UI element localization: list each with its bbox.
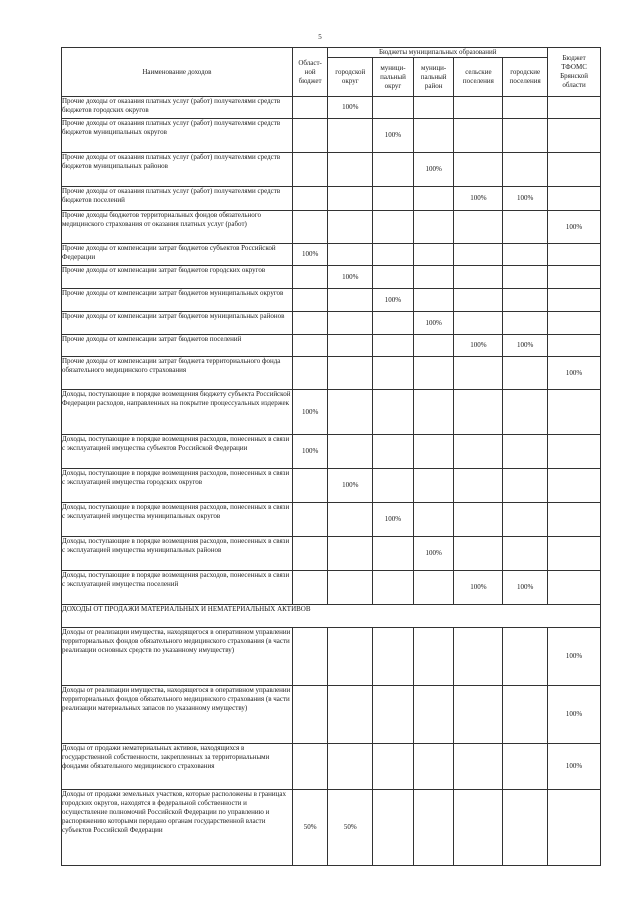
percent-cell: [292, 187, 328, 211]
percent-cell: [503, 97, 548, 119]
percent-cell: [413, 628, 454, 686]
header-revenue-name: Наименование доходов: [62, 48, 293, 97]
table-row: [62, 744, 601, 790]
percent-cell: [292, 571, 328, 605]
header-city-district: городской округ: [328, 58, 373, 97]
percent-cell: [373, 244, 414, 266]
percent-cell: [548, 469, 601, 503]
percent-cell: [454, 686, 503, 744]
revenue-name-cell: Прочие доходы от компенсации затрат бюджетов субъектов Российской Федерации: [62, 244, 293, 266]
percent-cell: 100%: [503, 571, 548, 605]
percent-cell: [503, 312, 548, 335]
percent-cell: [454, 628, 503, 686]
percent-cell: [454, 211, 503, 244]
percent-cell: 100%: [328, 266, 373, 289]
percent-cell: [413, 119, 454, 153]
percent-cell: [328, 686, 373, 744]
percent-cell: [503, 469, 548, 503]
percent-cell: [373, 469, 414, 503]
percent-cell: 100%: [292, 244, 328, 266]
percent-cell: [373, 357, 414, 390]
revenue-name-cell: Доходы, поступающие в порядке возмещения расходов, понесенных в связи с эксплуатацией имущества муниципальных округов: [62, 503, 293, 537]
percent-cell: [373, 390, 414, 435]
percent-cell: [292, 335, 328, 357]
percent-cell: [454, 469, 503, 503]
table-row: [62, 244, 601, 266]
percent-cell: [328, 357, 373, 390]
table-row: [62, 119, 601, 153]
table-row: [62, 628, 601, 686]
percent-cell: [292, 357, 328, 390]
percent-cell: [373, 97, 414, 119]
percent-cell: [292, 97, 328, 119]
revenue-name-cell: Прочие доходы от компенсации затрат бюджетов поселений: [62, 335, 293, 357]
table-row: [62, 790, 601, 866]
revenue-name-cell: Прочие доходы бюджетов территориальных фондов обязательного медицинского страхования от оказания платных услуг (работ): [62, 211, 293, 244]
revenue-name-cell: Прочие доходы от оказания платных услуг (работ) получателями средств бюджетов поселений: [62, 187, 293, 211]
header-urban-settlements: городские поселения: [503, 58, 548, 97]
percent-cell: [328, 187, 373, 211]
percent-cell: [373, 628, 414, 686]
percent-cell: [503, 790, 548, 866]
percent-cell: [454, 266, 503, 289]
percent-cell: [548, 289, 601, 312]
percent-cell: [413, 357, 454, 390]
revenue-name-cell: Доходы, поступающие в порядке возмещения расходов, понесенных в связи с эксплуатацией имущества субъектов Российской Федерации: [62, 435, 293, 469]
revenue-distribution-table: [61, 47, 601, 866]
percent-cell: 100%: [548, 744, 601, 790]
revenue-name-cell: Прочие доходы от компенсации затрат бюджетов муниципальных районов: [62, 312, 293, 335]
percent-cell: [413, 187, 454, 211]
percent-cell: 100%: [454, 335, 503, 357]
percent-cell: [373, 266, 414, 289]
percent-cell: [328, 744, 373, 790]
percent-cell: [413, 571, 454, 605]
table-row: [62, 153, 601, 187]
table-row: [62, 97, 601, 119]
percent-cell: [413, 469, 454, 503]
percent-cell: [454, 537, 503, 571]
revenue-name-cell: Прочие доходы от оказания платных услуг (работ) получателями средств бюджетов муниципальных округов: [62, 119, 293, 153]
percent-cell: [503, 357, 548, 390]
percent-cell: [503, 435, 548, 469]
percent-cell: [548, 435, 601, 469]
percent-cell: [413, 503, 454, 537]
percent-cell: 100%: [413, 312, 454, 335]
table-row: [62, 289, 601, 312]
percent-cell: [454, 312, 503, 335]
percent-cell: 100%: [373, 289, 414, 312]
percent-cell: [373, 153, 414, 187]
percent-cell: [328, 390, 373, 435]
percent-cell: 100%: [292, 435, 328, 469]
percent-cell: [328, 153, 373, 187]
revenue-name-cell: Прочие доходы от оказания платных услуг (работ) получателями средств бюджетов муниципальных районов: [62, 153, 293, 187]
percent-cell: [413, 790, 454, 866]
percent-cell: [328, 503, 373, 537]
percent-cell: 100%: [328, 97, 373, 119]
percent-cell: [328, 211, 373, 244]
percent-cell: [503, 744, 548, 790]
percent-cell: [328, 537, 373, 571]
revenue-name-cell: Прочие доходы от компенсации затрат бюджетов городских округов: [62, 266, 293, 289]
revenue-name-cell: Доходы, поступающие в порядке возмещения расходов, понесенных в связи с эксплуатацией имущества поселений: [62, 571, 293, 605]
revenue-name-cell: Доходы, поступающие в порядке возмещения бюджету субъекта Российской Федерации расходов, направленных на покрытие процессуальных издержек: [62, 390, 293, 435]
revenue-name-cell: Прочие доходы от оказания платных услуг (работ) получателями средств бюджетов городских округов: [62, 97, 293, 119]
percent-cell: [454, 153, 503, 187]
percent-cell: [292, 537, 328, 571]
header-regional-budget: Област- ной бюджет: [292, 48, 328, 97]
page-number: 5: [318, 33, 322, 41]
revenue-name-cell: Доходы, поступающие в порядке возмещения расходов, понесенных в связи с эксплуатацией имущества городских округов: [62, 469, 293, 503]
percent-cell: 100%: [413, 537, 454, 571]
header-municipal-region: муници- пальный район: [413, 58, 454, 97]
percent-cell: [413, 686, 454, 744]
percent-cell: [373, 537, 414, 571]
percent-cell: [454, 244, 503, 266]
percent-cell: [503, 289, 548, 312]
percent-cell: [328, 312, 373, 335]
percent-cell: [413, 97, 454, 119]
percent-cell: [503, 119, 548, 153]
percent-cell: 100%: [454, 187, 503, 211]
revenue-name-cell: Доходы от продажи нематериальных активов, находящихся в государственной собственности, закрепленных за территориальными фондами обязательного медицинского страхования: [62, 744, 293, 790]
percent-cell: [454, 289, 503, 312]
percent-cell: [548, 187, 601, 211]
percent-cell: [454, 97, 503, 119]
table-row: [62, 537, 601, 571]
percent-cell: [328, 335, 373, 357]
table-row: [62, 335, 601, 357]
percent-cell: [328, 435, 373, 469]
percent-cell: [503, 390, 548, 435]
table-row: [62, 435, 601, 469]
section-row: [62, 605, 601, 628]
percent-cell: [503, 153, 548, 187]
percent-cell: [454, 790, 503, 866]
percent-cell: [328, 119, 373, 153]
percent-cell: [373, 744, 414, 790]
percent-cell: [503, 537, 548, 571]
percent-cell: [548, 266, 601, 289]
percent-cell: [548, 503, 601, 537]
percent-cell: 100%: [503, 187, 548, 211]
percent-cell: [373, 312, 414, 335]
percent-cell: [292, 469, 328, 503]
header-rural-settlements: сельские поселения: [454, 58, 503, 97]
percent-cell: 100%: [548, 357, 601, 390]
table-row: [62, 312, 601, 335]
percent-cell: [292, 503, 328, 537]
percent-cell: [413, 390, 454, 435]
percent-cell: [328, 244, 373, 266]
percent-cell: [413, 435, 454, 469]
revenue-name-cell: Прочие доходы от компенсации затрат бюджета территориального фонда обязательного медицинского страхования: [62, 357, 293, 390]
percent-cell: [373, 790, 414, 866]
percent-cell: [454, 503, 503, 537]
percent-cell: [548, 390, 601, 435]
table-row: [62, 686, 601, 744]
percent-cell: [454, 119, 503, 153]
percent-cell: [503, 266, 548, 289]
percent-cell: 50%: [292, 790, 328, 866]
percent-cell: [548, 790, 601, 866]
percent-cell: [413, 266, 454, 289]
percent-cell: [292, 628, 328, 686]
percent-cell: [373, 211, 414, 244]
percent-cell: [454, 390, 503, 435]
percent-cell: [292, 266, 328, 289]
percent-cell: 100%: [373, 503, 414, 537]
percent-cell: [548, 571, 601, 605]
percent-cell: [373, 187, 414, 211]
percent-cell: [503, 628, 548, 686]
percent-cell: 100%: [548, 686, 601, 744]
percent-cell: 100%: [503, 335, 548, 357]
percent-cell: [292, 744, 328, 790]
table-row: [62, 187, 601, 211]
percent-cell: [413, 244, 454, 266]
revenue-name-cell: Доходы от реализации имущества, находящегося в оперативном управлении территориальных фондов обязательного медицинского страхования (в части реализации материальных запасов по указанному имуществу): [62, 686, 293, 744]
percent-cell: [548, 97, 601, 119]
percent-cell: [413, 211, 454, 244]
percent-cell: [548, 153, 601, 187]
percent-cell: [373, 686, 414, 744]
percent-cell: [548, 312, 601, 335]
percent-cell: 100%: [373, 119, 414, 153]
percent-cell: [548, 119, 601, 153]
percent-cell: [503, 686, 548, 744]
revenue-name-cell: Прочие доходы от компенсации затрат бюджетов муниципальных округов: [62, 289, 293, 312]
percent-cell: [413, 335, 454, 357]
percent-cell: [292, 312, 328, 335]
revenue-name-cell: Доходы, поступающие в порядке возмещения расходов, понесенных в связи с эксплуатацией имущества муниципальных районов: [62, 537, 293, 571]
table-row: [62, 390, 601, 435]
table-row: [62, 469, 601, 503]
header-municipal-budgets: Бюджеты муниципальных образований: [328, 48, 548, 58]
percent-cell: [373, 571, 414, 605]
percent-cell: [328, 289, 373, 312]
percent-cell: [292, 119, 328, 153]
table-row: [62, 357, 601, 390]
percent-cell: 100%: [292, 390, 328, 435]
percent-cell: [413, 289, 454, 312]
table-row: [62, 266, 601, 289]
table-row: [62, 211, 601, 244]
percent-cell: 100%: [454, 571, 503, 605]
revenue-name-cell: Доходы от продажи земельных участков, которые расположены в границах городских округов, находятся в федеральной собственности и осуществление полномочий Российской Федерации по управлению и распоряжению которыми передано органам государственной власти субъектов Российской Федерации: [62, 790, 293, 866]
percent-cell: [373, 435, 414, 469]
section-title: ДОХОДЫ ОТ ПРОДАЖИ МАТЕРИАЛЬНЫХ И НЕМАТЕРИАЛЬНЫХ АКТИВОВ: [62, 605, 601, 628]
percent-cell: 100%: [413, 153, 454, 187]
percent-cell: [292, 289, 328, 312]
table-row: [62, 503, 601, 537]
percent-cell: [548, 335, 601, 357]
percent-cell: [454, 357, 503, 390]
percent-cell: 100%: [548, 211, 601, 244]
percent-cell: 100%: [548, 628, 601, 686]
percent-cell: [503, 244, 548, 266]
percent-cell: [503, 211, 548, 244]
percent-cell: [413, 744, 454, 790]
percent-cell: 50%: [328, 790, 373, 866]
percent-cell: [454, 435, 503, 469]
percent-cell: [292, 211, 328, 244]
percent-cell: [292, 153, 328, 187]
revenue-name-cell: Доходы от реализации имущества, находящегося в оперативном управлении территориальных фондов обязательного медицинского страхования (в части реализации основных средств по указанному имуществу): [62, 628, 293, 686]
percent-cell: [328, 571, 373, 605]
table-row: [62, 571, 601, 605]
percent-cell: [503, 503, 548, 537]
header-municipal-district: муници- пальный округ: [373, 58, 414, 97]
percent-cell: [454, 744, 503, 790]
percent-cell: [292, 686, 328, 744]
percent-cell: [328, 628, 373, 686]
header-tfoms-budget: Бюджет ТФОМС Брянской области: [548, 48, 601, 97]
percent-cell: [548, 537, 601, 571]
percent-cell: 100%: [328, 469, 373, 503]
percent-cell: [548, 244, 601, 266]
percent-cell: [373, 335, 414, 357]
